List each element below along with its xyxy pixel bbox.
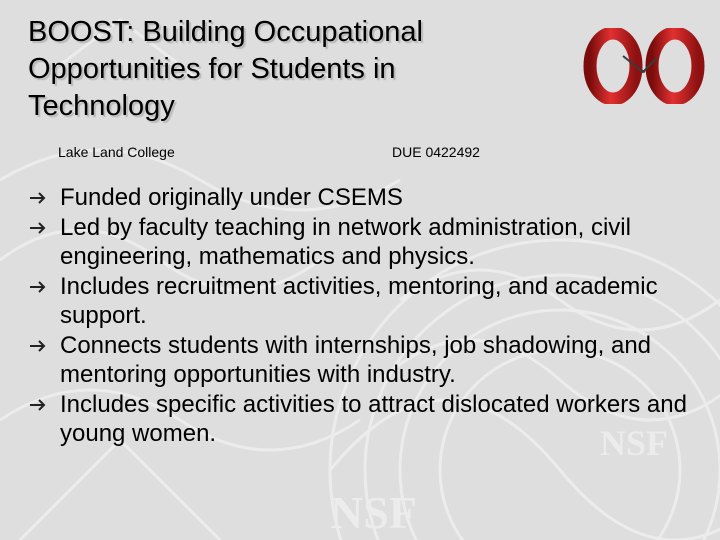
bullet-item — [30, 213, 710, 272]
bullet-item — [30, 390, 710, 449]
bullet-text: Includes recruitment activities, mentoring, and academic support. — [60, 272, 658, 329]
bullet-text: Includes specific activities to attract dislocated workers and young women. — [60, 390, 687, 447]
bullet-text: Led by faculty teaching in network administration, civil engineering, mathematics and physics. — [60, 213, 631, 270]
bullet-list — [30, 183, 710, 449]
arrow-bullet-icon — [30, 191, 52, 205]
watermark-nsf-text-large: NSF — [330, 487, 417, 538]
bullet-item — [30, 331, 710, 390]
arrow-bullet-icon — [30, 221, 52, 235]
arrow-bullet-icon — [30, 339, 52, 353]
bullet-text: Connects students with internships, job shadowing, and mentoring opportunities with industry. — [60, 331, 652, 388]
red-rings-logo-icon — [583, 28, 705, 104]
award-number: DUE 0422492 — [392, 144, 480, 160]
slide-title: BOOST: Building Occupational Opportunities for Students in Technology — [28, 16, 423, 122]
bullet-item — [30, 183, 710, 213]
bullet-item — [30, 272, 710, 331]
bullet-text: Funded originally under CSEMS — [60, 184, 403, 211]
arrow-bullet-icon — [30, 280, 52, 294]
arrow-bullet-icon — [30, 398, 52, 412]
institution-label: Lake Land College — [58, 144, 175, 160]
watermark-nsf-text: NSF — [600, 423, 669, 463]
